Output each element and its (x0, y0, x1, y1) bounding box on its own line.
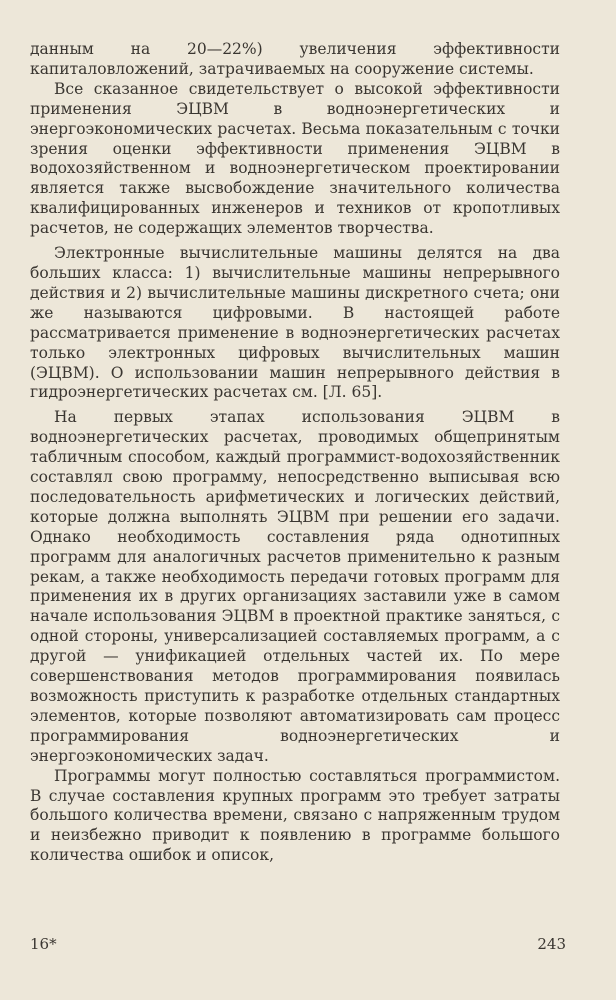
paragraph-efficiency: Все сказанное свидетельствует о высокой эффективности применения ЭЦВМ в водноэнергетических и энергоэкономических расчетах. Весьма показательным с точки зрения оценки эффективности применения ЭЦВМ в водохозяйственном и водноэнергетическом проектировании является также высвобождение значительного количества квалифицированных инженеров и техников от кропотливых расчетов, не содержащих элементов творчества. (30, 79, 560, 238)
body-text (30, 40, 560, 866)
page-number: 243 (537, 935, 566, 953)
page-footer (30, 935, 566, 955)
paragraph-early-stages: На первых этапах использования ЭЦВМ в водноэнергетических расчетах, проводимых общепринятым табличным способом, каждый программист-водохозяйственник составлял свою программу, непосредственно выписывая всю последовательность арифметических и логических действий, которые должна выполнять ЭЦВМ при решении его задачи. Однако необходимость составления ряда однотипных программ для аналогичных расчетов применительно к разным рекам, а также необходимость передачи готовых программ для применения их в других организациях заставили уже в самом начале использования ЭЦВМ в проектной практике заняться, с одной стороны, универсализацией составляемых программ, а с другой — унификацией отдельных частей их. По мере совершенствования методов программирования появилась возможность приступить к разработке отдельных стандартных элементов, которые позволяют автоматизировать сам процесс программирования водноэнергетических и энергоэкономических задач. (30, 408, 560, 765)
paragraph-programs: Программы могут полностью составляться программистом. В случае составления крупных программ это требует затраты большого количества времени, связано с напряженным трудом и неизбежно приводит к появлению в программе большого количества ошибок и описок, (30, 766, 560, 865)
paragraph-machine-classes: Электронные вычислительные машины делятся на два больших класса: 1) вычислительные машины непрерывного действия и 2) вычислительные машины дискретного счета; они же называются цифровыми. В настоящей работе рассматривается применение в водноэнергетических расчетах только электронных цифровых вычислительных машин (ЭЦВМ). О использовании машин непрерывного действия в гидроэнергетических расчетах см. [Л. 65]. (30, 244, 560, 402)
paragraph-continuation: данным на 20—22%) увеличения эффективности капиталовложений, затрачиваемых на сооружение системы. (30, 40, 560, 78)
signature-mark: 16* (30, 935, 57, 953)
